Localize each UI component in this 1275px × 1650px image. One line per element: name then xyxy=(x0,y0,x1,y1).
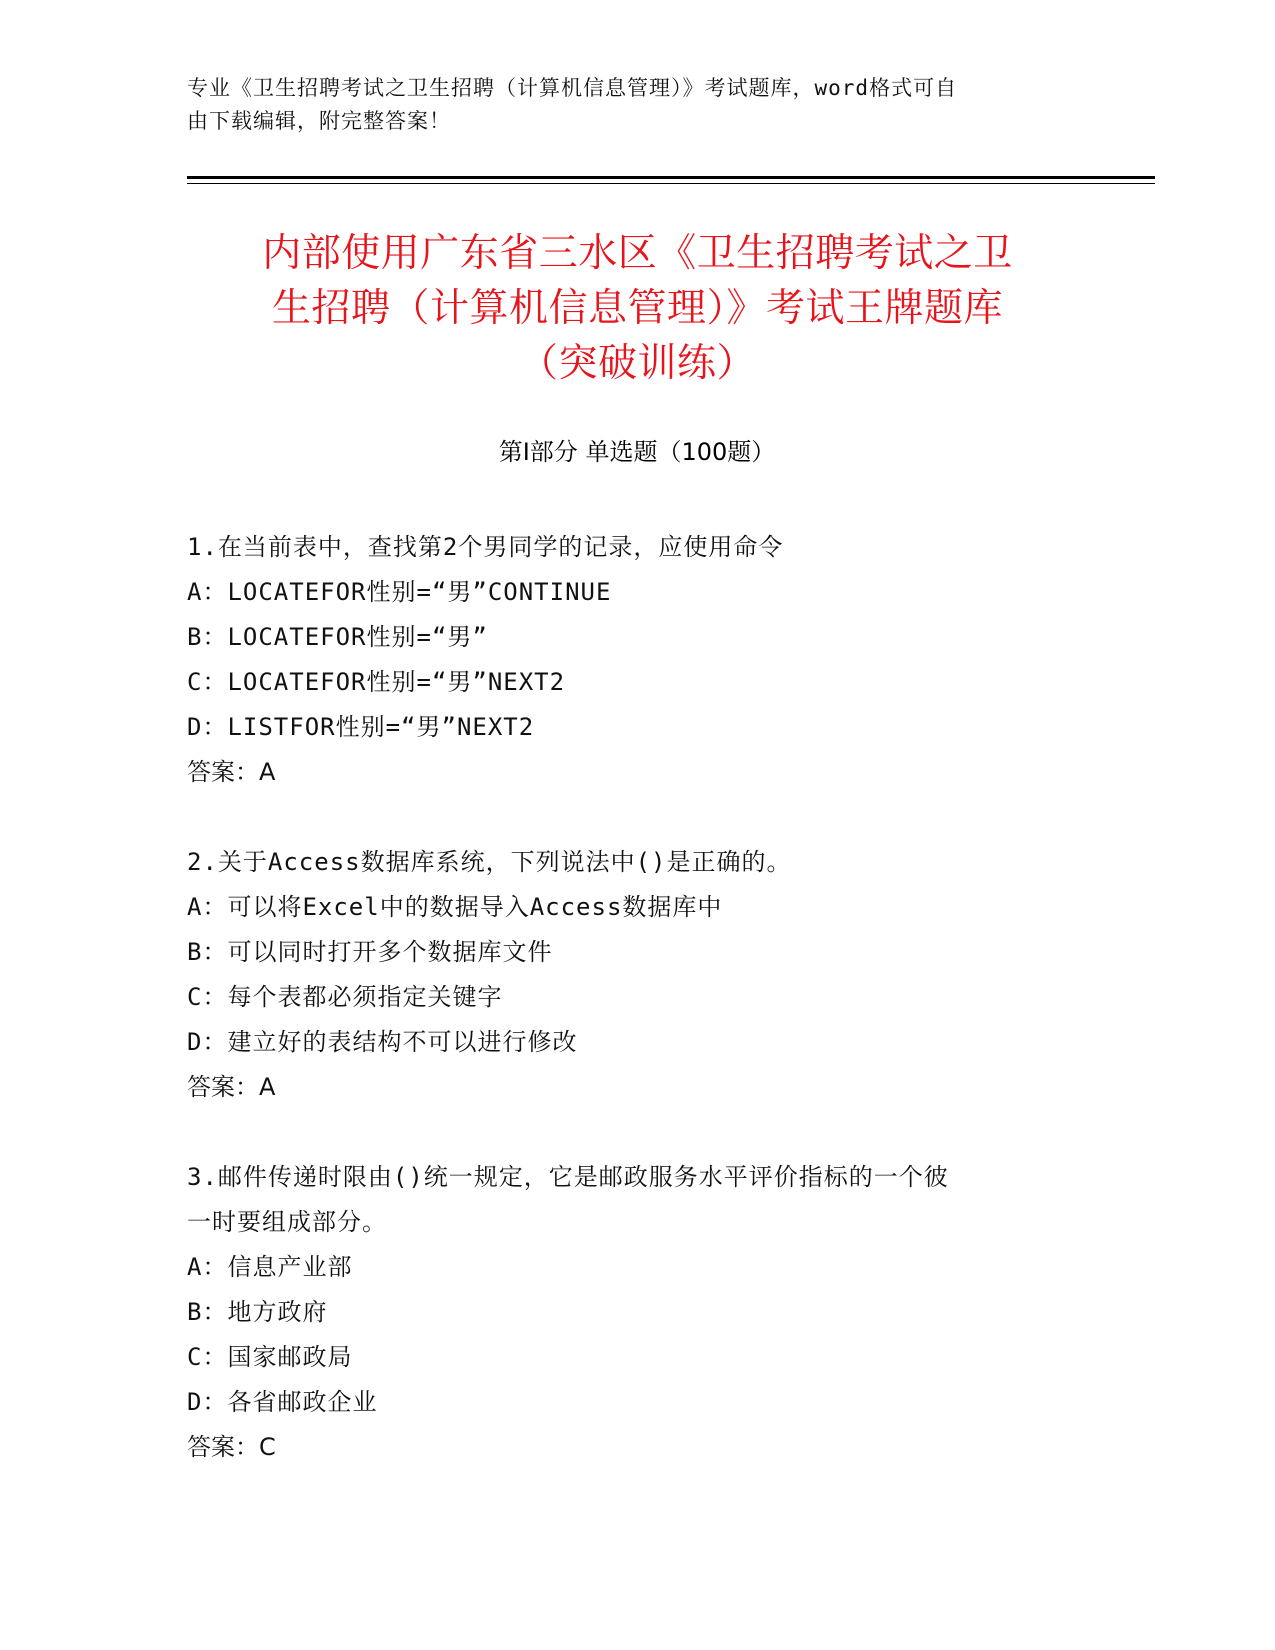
option-b: B：LOCATEFOR性别=“男” xyxy=(187,623,488,651)
answer-line: 答案：C xyxy=(187,1433,276,1461)
header-note-line: 专业《卫生招聘考试之卫生招聘（计算机信息管理）》考试题库，word格式可自 xyxy=(187,76,958,100)
question-item xyxy=(187,525,1087,840)
option-a: A：LOCATEFOR性别=“男”CONTINUE xyxy=(187,578,612,606)
question-item xyxy=(187,1155,1087,1470)
header-note-line: 由下载编辑，附完整答案！ xyxy=(187,109,451,133)
question-item xyxy=(187,840,1087,1155)
answer-line: 答案：A xyxy=(187,758,276,786)
document-title-line: （突破训练） xyxy=(518,341,756,386)
option-c: C：LOCATEFOR性别=“男”NEXT2 xyxy=(187,668,566,696)
option-a: A：信息产业部 xyxy=(187,1253,353,1281)
question-stem: 3.邮件传递时限由()统一规定，它是邮政服务水平评价指标的一个彼 xyxy=(187,1163,949,1191)
document-title xyxy=(180,226,1095,391)
document-title-line: 内部使用广东省三水区《卫生招聘考试之卫 xyxy=(262,231,1013,276)
question-stem: 2.关于Access数据库系统，下列说法中()是正确的。 xyxy=(187,848,792,876)
section-heading: 第Ⅰ部分 单选题（100题） xyxy=(498,438,776,466)
question-spacer xyxy=(187,795,1087,840)
option-d: D：各省邮政企业 xyxy=(187,1388,378,1416)
option-c: C：国家邮政局 xyxy=(187,1343,353,1371)
answer-line: 答案：A xyxy=(187,1073,276,1101)
header-divider-thin xyxy=(187,183,1155,184)
option-d: D：LISTFOR性别=“男”NEXT2 xyxy=(187,713,535,741)
option-c: C：每个表都必须指定关键字 xyxy=(187,983,503,1011)
document-title-line: 生招聘（计算机信息管理）》考试王牌题库 xyxy=(271,286,1003,331)
question-stem-continued: 一时要组成部分。 xyxy=(187,1208,387,1236)
header-note xyxy=(187,72,1067,138)
option-d: D：建立好的表结构不可以进行修改 xyxy=(187,1028,578,1056)
option-b: B：可以同时打开多个数据库文件 xyxy=(187,938,553,966)
option-b: B：地方政府 xyxy=(187,1298,328,1326)
option-a: A：可以将Excel中的数据导入Access数据库中 xyxy=(187,893,723,921)
question-stem: 1.在当前表中，查找第2个男同学的记录，应使用命令 xyxy=(187,533,784,561)
question-list xyxy=(187,525,1087,1470)
header-divider-thick xyxy=(187,176,1155,179)
question-spacer xyxy=(187,1110,1087,1155)
